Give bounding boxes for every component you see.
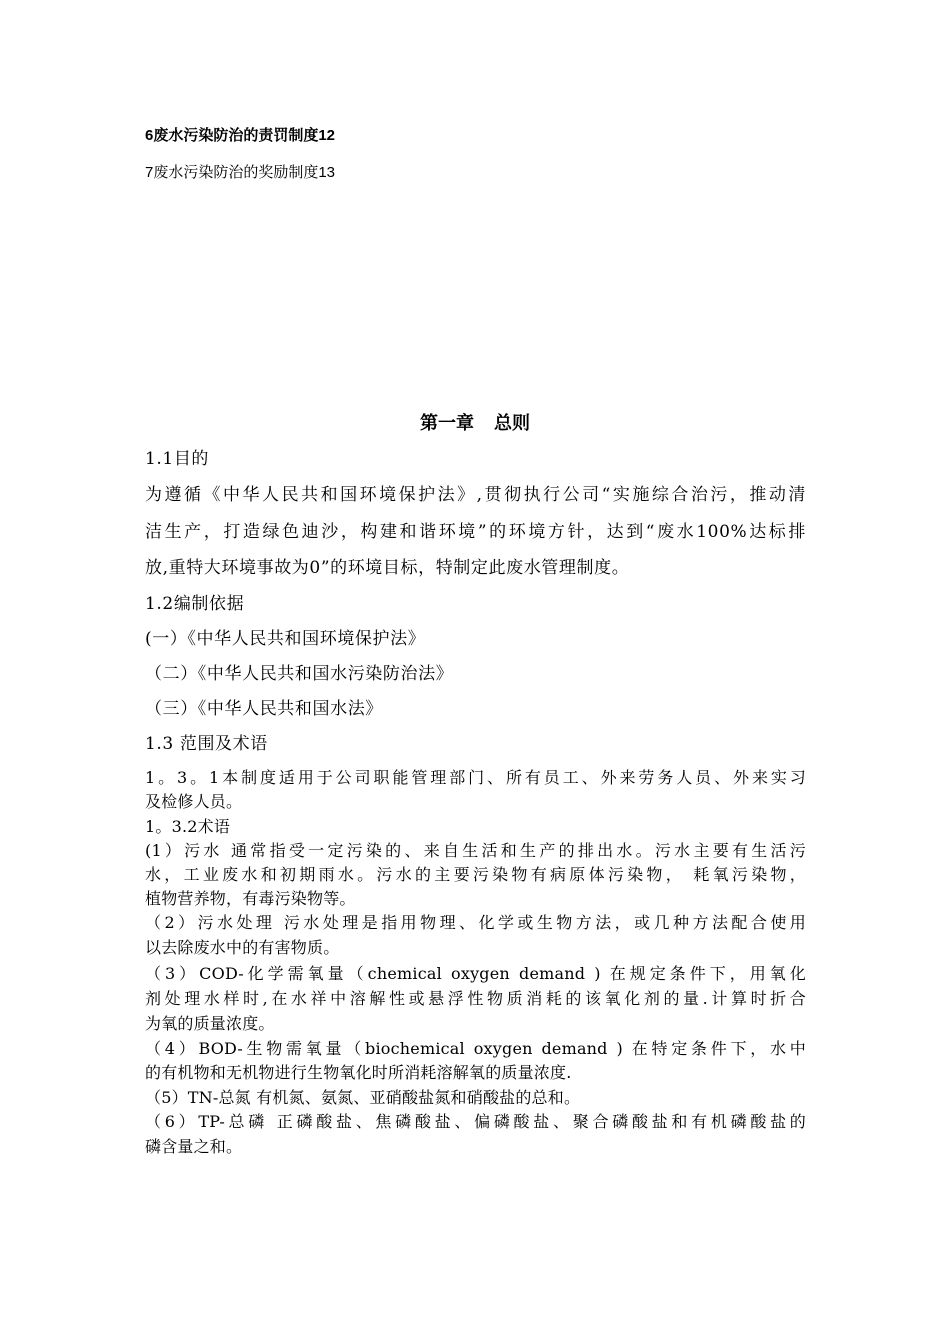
- term-line: 以去除废水中的有害物质。: [145, 938, 340, 957]
- term-line: 为氧的质量浓度。: [145, 1014, 275, 1033]
- scope-line: 及检修人员。: [145, 792, 243, 811]
- section-1-2-heading: 1.2编制依据: [145, 594, 245, 614]
- term-line: 水，工业废水和初期雨水。污水的主要污染物有病原体污染物， 耗氧污染物，: [145, 865, 806, 884]
- section-1-1-line: 洁生产，打造绿色迪沙，构建和谐环境”的环境方针，达到“废水100%达标排: [145, 522, 806, 542]
- term-line: （6）TP-总磷 正磷酸盐、焦磷酸盐、偏磷酸盐、聚合磷酸盐和有机磷酸盐的: [145, 1112, 806, 1131]
- basis-item: （二）《中华人民共和国水污染防治法》: [145, 664, 454, 684]
- term-line: 植物营养物，有毒污染物等。: [145, 889, 356, 908]
- scope-line: 1。3。1本制度适用于公司职能管理部门、所有员工、外来劳务人员、外来实习: [145, 768, 806, 787]
- term-line: 的有机物和无机物进行生物氧化时所消耗溶解氧的质量浓度.: [145, 1063, 572, 1082]
- chapter-title: 第一章 总则: [419, 413, 530, 433]
- section-1-1-line: 放,重特大环境事故为0”的环境目标，特制定此废水管理制度。: [145, 558, 630, 578]
- term-line: （4）BOD-生物需氧量（biochemical oxygen demand ) 在特定条件下，水中: [145, 1039, 806, 1058]
- term-line: （5）TN-总氮 有机氮、氨氮、亚硝酸盐氮和硝酸盐的总和。: [145, 1088, 581, 1107]
- section-1-1-line: 为遵循《中华人民共和国环境保护法》,贯彻执行公司“实施综合治污，推动清: [145, 485, 806, 505]
- term-line: （3）COD-化学需氧量（chemical oxygen demand ) 在规定条件下，用氧化: [145, 964, 806, 983]
- term-line: 剂处理水样时,在水祥中溶解性或悬浮性物质消耗的该氧化剂的量.计算时折合: [145, 989, 806, 1008]
- section-1-1-heading: 1.1目的: [145, 449, 210, 469]
- section-1-3-heading: 1.3 范围及术语: [145, 734, 268, 754]
- term-line: 磷含量之和。: [145, 1137, 243, 1156]
- toc-item-6: 6废水污染防治的责罚制度12: [145, 127, 336, 144]
- terms-heading: 1。3.2术语: [145, 817, 231, 836]
- basis-item: （三）《中华人民共和国水法》: [145, 699, 383, 719]
- basis-item: (一）《中华人民共和国环境保护法》: [145, 629, 426, 649]
- term-line: （2）污水处理 污水处理是指用物理、化学或生物方法，或几种方法配合使用: [145, 913, 806, 932]
- toc-item-7: 7废水污染防治的奖励制度13: [145, 164, 336, 181]
- term-line: (1）污水 通常指受一定污染的、来自生活和生产的排出水。污水主要有生活污: [145, 841, 806, 860]
